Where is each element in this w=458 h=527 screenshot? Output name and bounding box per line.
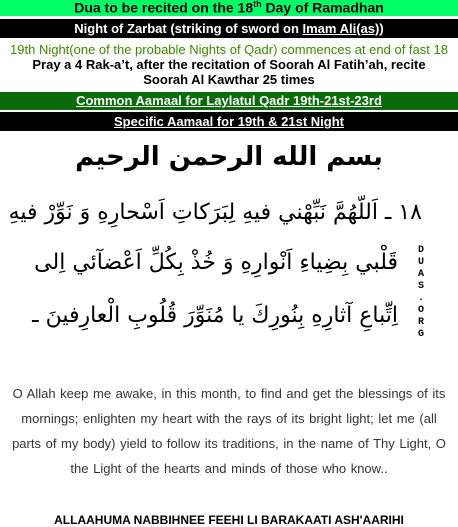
arabic-line-2: قَلْبي بِضِياءِ اَنْوارِهِ وَ خُذْ بِكُلِّ اَعْضآئي اِلى xyxy=(34,250,398,275)
imam-ali-link[interactable]: Imam Ali(as) xyxy=(302,21,380,36)
night-info-line2: Soorah Al Kawthar 25 times xyxy=(143,72,315,87)
watermark-char: O xyxy=(417,305,424,316)
transliteration-line: ALLAAHUMA NABBIHNEE FEEHI LI BARAKAATI ASH'AARIHI xyxy=(54,513,404,527)
duas-org-watermark xyxy=(414,245,428,341)
watermark-char: A xyxy=(417,269,424,280)
bismillah-heading: بسم الله الرحمن الرحيم xyxy=(75,142,383,172)
title-sup: th xyxy=(253,0,262,9)
arabic-line-3: اِتِّباعِ آثارِهِ بِنُورِكَ يا مُنَوِّرَ قُلُوبِ الْعارِفينَ ـ xyxy=(32,303,398,328)
common-aamaal-link[interactable]: Common Aamaal for Laylatul Qadr 19th-21st-23rd xyxy=(76,93,382,108)
watermark-char: U xyxy=(417,257,424,268)
zarbat-banner xyxy=(0,19,458,38)
zarbat-end: ) xyxy=(379,21,384,36)
page-title xyxy=(0,0,458,16)
watermark-char: S xyxy=(417,281,424,292)
common-aamaal-banner xyxy=(0,92,458,110)
watermark-char: G xyxy=(417,329,424,340)
night-info-box xyxy=(0,39,458,90)
watermark-char: R xyxy=(417,317,424,328)
specific-aamaal-banner xyxy=(0,112,458,131)
specific-aamaal-link[interactable]: Specific Aamaal for 19th & 21st Night xyxy=(114,114,344,129)
title-prefix: Dua to be recited on the 18 xyxy=(74,0,254,16)
title-suffix: Day of Ramadhan xyxy=(261,0,384,16)
zarbat-text: Night of Zarbat (striking of sword on xyxy=(74,21,303,36)
english-translation: O Allah keep me awake, in this month, to find and get the blessings of its mornings; enlighten my heart with the rays of its bright light; let me (all parts of my body) yield to follow its traditions, in the name of Thy Light, O the Light of the hearts and minds of those who know.. xyxy=(12,386,446,476)
arabic-dua-image xyxy=(0,195,458,350)
watermark-char: . xyxy=(417,293,424,304)
watermark-char: D xyxy=(417,245,424,256)
night-info-green: 19th Night(one of the probable Nights of Qadr) commences at end of fast 18 xyxy=(10,42,448,57)
night-info-line1: Pray a 4 Rak-a’t, after the recitation of Soorah Al Fatih’ah, recite xyxy=(32,57,426,72)
arabic-line-1: ١٨ ـ اَللّهُمَّ نَبِّهْني فيهِ لِبَرَكاتِ اَسْحارِهِ وَ نَوِّرْ فيهِ xyxy=(8,200,422,225)
